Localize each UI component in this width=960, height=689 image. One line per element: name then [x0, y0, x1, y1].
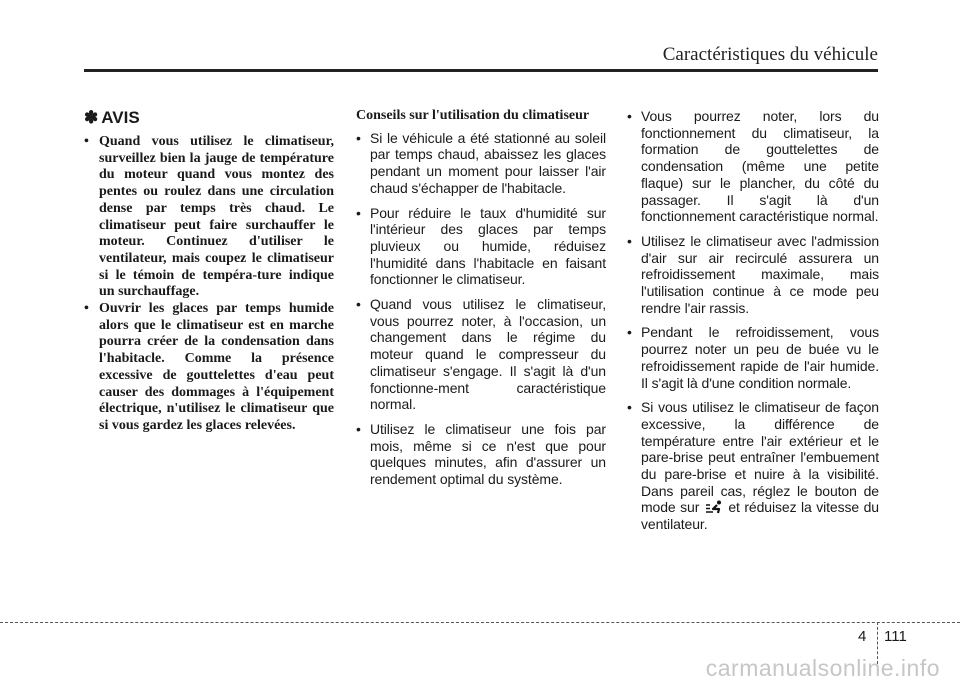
- bullet-icon: •: [356, 129, 361, 146]
- bullet-icon: •: [627, 232, 632, 249]
- conseils-list: [356, 130, 606, 488]
- bullet-icon: •: [627, 399, 632, 416]
- bullet-icon: •: [84, 134, 89, 149]
- bullet-icon: •: [356, 420, 361, 437]
- tips-item: • Si vous utilisez le climatiseur de façon excessive, la différence de température entre l'air extérieur et le pare-brise peut entraîner l'embuement du pare-brise et nuire à la visibilité. Dans pareil cas, réglez le bouton de mode sur et réduisez la vitesse du ventilateur.: [627, 399, 879, 533]
- header-rule: [84, 69, 878, 72]
- avis-list: [84, 134, 334, 435]
- bullet-icon: •: [356, 204, 361, 221]
- conseils-item: • Utilisez le climatiseur une fois par mois, même si ce n'est que pour quelques minutes, afin d'assurer un rendement optimal du système.: [356, 420, 606, 488]
- avis-title: AVIS: [101, 108, 140, 127]
- avis-heading: [84, 108, 334, 128]
- tips-item: • Vous pourrez noter, lors du fonctionnement du climatiseur, la formation de gouttelettes de condensation (même une petite flaque) sur le plancher, du côté du passager. Il s'agit là d'un fonctionnement caractéristique normal.: [627, 108, 879, 225]
- conseils-item: • Quand vous utilisez le climatiseur, vous pourrez noter, à l'occasion, un changement dans le régime du moteur quand le compresseur du climatiseur s'engage. Il s'agit là d'un fonctionne-ment caractéristique normal.: [356, 296, 606, 413]
- page-number: 111: [884, 628, 907, 645]
- bullet-icon: •: [627, 324, 632, 341]
- page-header-title: Caractéristiques du véhicule: [662, 44, 878, 65]
- avis-item: • Quand vous utilisez le climatiseur, surveillez bien la jauge de température du moteur quand vous montez des pentes ou roulez dans une circulation dense par temps très chaud. Le climatiseur peut faire surchauffer le moteur. Continuez d'utiliser le ventilateur, mais coupez le climatiseur si le témoin de tempéra-ture indique un surchauffage.: [84, 134, 334, 300]
- tips-item: • Utilisez le climatiseur avec l'admission d'air sur air recirculé assurera un refroidissement maximale, mais l'utilisation continue à ce mode peu rendre l'air rassis.: [627, 232, 879, 316]
- avis-item: • Ouvrir les glaces par temps humide alors que le climatiseur est en marche pourra créer de la condensation dans l'habitacle. Comme la présence excessive de gouttelettes d'eau peut causer des dommages à l'équipement électrique, n'utilisez le climatiseur que si vous gardez les glaces relevées.: [84, 301, 334, 433]
- tips-item: • Pendant le refroidissement, vous pourrez noter un peu de buée vu le refroidissement rapide de l'air humide. Il s'agit là d'une condition normale.: [627, 324, 879, 391]
- conseils-column: [356, 108, 606, 496]
- bullet-icon: •: [627, 108, 632, 124]
- footer-rule: [0, 622, 960, 623]
- tips-list: [627, 108, 879, 533]
- tips-column: [627, 108, 879, 541]
- floor-mode-icon: [704, 500, 724, 514]
- asterisk-icon: ✽: [84, 108, 99, 127]
- conseils-title: Conseils sur l'utilisation du climatiseur: [356, 108, 590, 123]
- conseils-item: • Si le véhicule a été stationné au soleil par temps chaud, abaissez les glaces pendant un moment pour laisser l'air chaud s'échapper de l'habitacle.: [356, 129, 606, 196]
- bullet-icon: •: [84, 301, 89, 317]
- bullet-icon: •: [356, 296, 361, 313]
- conseils-item: • Pour réduire le taux d'humidité sur l'intérieur des glaces par temps pluvieux ou humide, réduisez l'humidité dans l'habitacle en faisant fonctionner le climatiseur.: [356, 204, 606, 288]
- avis-column: [84, 108, 334, 435]
- chapter-number: 4: [858, 628, 867, 645]
- watermark-text: carmanualsonline.info: [705, 655, 940, 681]
